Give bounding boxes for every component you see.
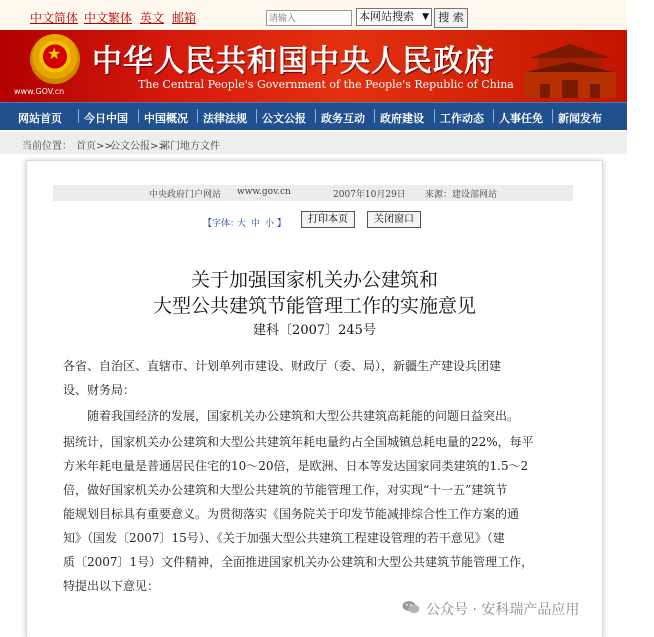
- top-utility-bar: [0, 0, 627, 30]
- body-line: 设、财务局：: [63, 383, 136, 397]
- wechat-icon: [402, 600, 420, 614]
- article-site: www.gov.cn: [237, 187, 291, 197]
- nav-divider: [256, 109, 257, 123]
- body-line: 倍，做好国家机关办公建筑和大型公共建筑的节能管理工作，对实现“十一五”建筑节: [63, 483, 508, 497]
- breadcrumb-home-link[interactable]: 首页>>: [76, 141, 113, 152]
- link-traditional-chinese[interactable]: 中文繁体: [84, 11, 133, 25]
- search-button[interactable]: 搜 索: [434, 8, 468, 28]
- nav-divider: [197, 109, 198, 123]
- body-line: 质〔2007〕1号）文件精神，全面推进国家机关办公建筑和大型公共建筑节能管理工作，: [63, 555, 534, 569]
- body-line: 特提出以下意见：: [63, 579, 160, 593]
- body-line: 能规划目标具有重要意义。为贯彻落实《国务院关于印发节能减排综合性工作方案的通: [63, 507, 520, 521]
- close-window-button[interactable]: 关闭窗口: [367, 211, 421, 228]
- nav-item-work-news[interactable]: 工作动态: [440, 112, 484, 125]
- breadcrumb-label: 当前位置：: [22, 141, 72, 152]
- link-mailbox[interactable]: 邮箱: [172, 11, 197, 25]
- article-meta-bar: [53, 185, 573, 201]
- nav-divider: [374, 109, 375, 123]
- body-line: 据统计，国家机关办公建筑和大型公共建筑年耗电量约占全国城镇总耗电量的22%，每平: [63, 435, 534, 449]
- nav-item-government-building[interactable]: 政府建设: [380, 112, 424, 125]
- nav-item-press[interactable]: 新闻发布: [558, 112, 602, 125]
- print-button[interactable]: 打印本页: [301, 211, 355, 228]
- national-emblem-icon: ★: [30, 34, 80, 84]
- search-scope-select[interactable]: [356, 8, 432, 26]
- nav-item-appointments[interactable]: 人事任免: [499, 112, 543, 125]
- main-nav: [0, 102, 627, 130]
- link-english[interactable]: 英文: [140, 11, 165, 25]
- font-size-small-link[interactable]: 小: [265, 219, 275, 229]
- nav-divider: [138, 109, 139, 123]
- nav-item-interaction[interactable]: 政务互动: [321, 112, 365, 125]
- article-tools: [27, 211, 602, 231]
- tiananmen-gate-icon: [520, 36, 620, 98]
- font-size-label: 【字体：: [203, 219, 240, 229]
- body-line: 方米年耗电量是普通居民住宅的10～20倍，是欧洲、日本等发达国家同类建筑的1.5～2: [63, 459, 529, 473]
- body-line: 随着我国经济的发展，国家机关办公建筑和大型公共建筑高耗能的问题日益突出。: [63, 409, 520, 423]
- link-simplified-chinese[interactable]: 中文简体: [30, 11, 79, 25]
- nav-item-laws[interactable]: 法律法规: [203, 112, 247, 125]
- nav-divider: [552, 109, 553, 123]
- nav-divider: [315, 109, 316, 123]
- font-size-close-bracket: 】: [277, 219, 287, 229]
- body-line: 各省、自治区、直辖市、计划单列市建设、财政厅（委、局），新疆生产建设兵团建: [63, 359, 502, 373]
- watermark-text: 公众号 · 安科瑞产品应用: [426, 602, 580, 618]
- body-line: 知》（国发〔2007〕15号）、《关于加强大型公共建筑工程建设管理的若干意见》（建: [63, 531, 505, 545]
- font-size-medium-link[interactable]: 中: [251, 219, 261, 229]
- search-scope-value: 本网站搜索: [359, 10, 414, 23]
- nav-item-documents[interactable]: 公文公报: [262, 112, 306, 125]
- font-size-large-link[interactable]: 大: [237, 219, 247, 229]
- chevron-down-icon: ▼: [422, 12, 429, 22]
- site-title-english: The Central People's Government of the People's Republic of China: [138, 78, 514, 91]
- article-origin: 来源：建设部网站: [425, 190, 498, 200]
- nav-divider: [434, 109, 435, 123]
- site-banner: [0, 30, 627, 102]
- search-input[interactable]: [266, 10, 352, 26]
- breadcrumb-documents-link[interactable]: 公文公报>>: [110, 141, 167, 152]
- nav-item-china-overview[interactable]: 中国概况: [144, 112, 188, 125]
- article-date: 2007年10月29日: [333, 190, 406, 200]
- article-title-line-1: 关于加强国家机关办公建筑和: [190, 269, 438, 291]
- breadcrumb-current[interactable]: 部门地方文件: [160, 141, 220, 152]
- breadcrumb: [0, 132, 627, 154]
- site-url: www.GOV.cn: [14, 87, 65, 96]
- nav-item-today-china[interactable]: 今日中国: [84, 112, 128, 125]
- document-number: 建科〔2007〕245号: [253, 323, 376, 338]
- nav-item-home[interactable]: 网站首页: [18, 112, 62, 125]
- article-source: 中央政府门户网站: [149, 190, 222, 200]
- article-panel: [26, 160, 603, 637]
- nav-divider: [493, 109, 494, 123]
- site-title-chinese: 中华人民共和国中央人民政府: [92, 44, 495, 79]
- nav-divider: [78, 109, 79, 123]
- article-title-line-2: 大型公共建筑节能管理工作的实施意见: [152, 295, 476, 317]
